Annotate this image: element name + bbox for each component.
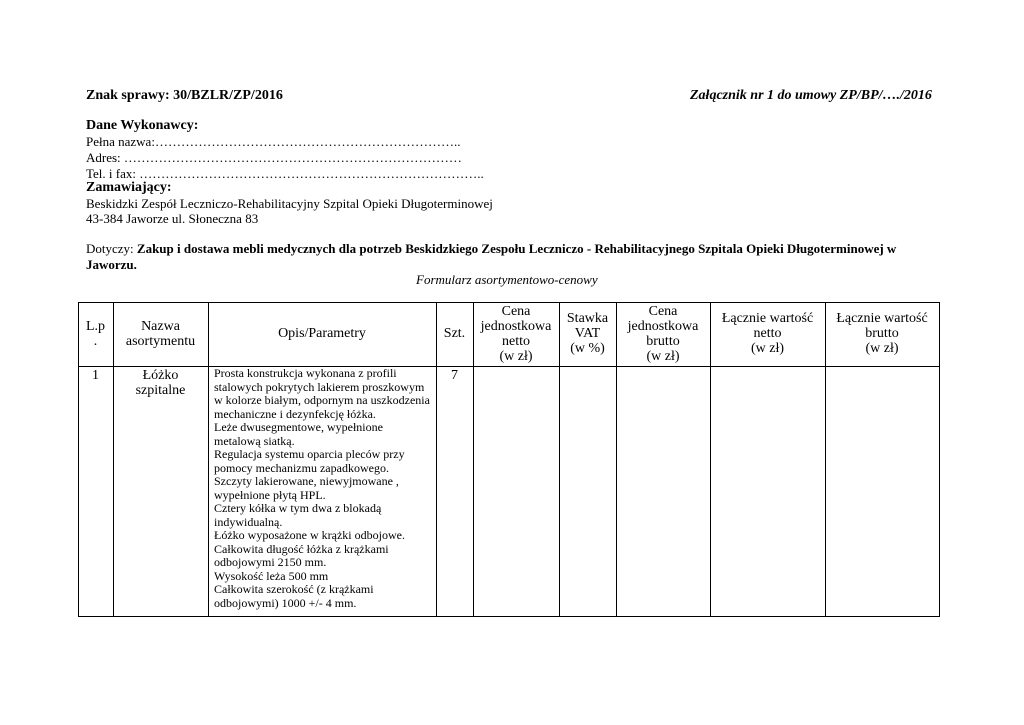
- purchaser-heading: Zamawiający:: [86, 180, 172, 195]
- row-1-lp: 1: [92, 368, 99, 383]
- subject-line: [86, 241, 896, 256]
- attachment-reference: Załącznik nr 1 do umowy ZP/BP/…./2016: [690, 88, 932, 103]
- row-1-description: Prosta konstrukcja wykonana z profili stalowych pokrytych lakierem proszkowym w kolorze białym, odpornym na uszkodzenia mechaniczne i dezynfekcję łóżka. Leże dwusegmentowe, wypełnione metalową siatką. Regulacja systemu oparcia pleców przy pomocy mechanizmu zapadkowego. Szczyty lakierowane, niewyjmowane , wypełnione płytą HPL. Cztery kółka w tym dwa z blokadą indywidualną. Łóżko wyposażone w krążki odbojowe. Całkowita długość łóżka z krążkami odbojowymi 2150 mm. Wysokość leża 500 mm Całkowita szerokość (z krążkami odbojowymi) 1000 +/- 4 mm.: [214, 366, 430, 610]
- assortment-price-table: [78, 302, 940, 617]
- header-total-net: Łącznie wartość netto (w zł): [721, 311, 814, 356]
- header-net-unit-price: Cena jednostkowa netto (w zł): [480, 304, 552, 364]
- header-gross-unit-price: Cena jednostkowa brutto (w zł): [627, 304, 699, 364]
- purchaser-name: Beskidzki Zespół Leczniczo-Rehabilitacyjny Szpital Opieki Długoterminowej: [86, 196, 493, 211]
- purchaser-address: 43-384 Jaworze ul. Słoneczna 83: [86, 211, 259, 226]
- contractor-phone-fax: Tel. i fax: ……………………………………………………………………..: [86, 166, 484, 181]
- header-name: Nazwa asortymentu: [125, 319, 196, 349]
- case-reference: Znak sprawy: 30/BZLR/ZP/2016: [86, 88, 283, 103]
- row-1-name: Łóżko szpitalne: [135, 368, 186, 398]
- header-total-gross: Łącznie wartość brutto (w zł): [836, 311, 928, 356]
- subject-prefix: Dotyczy:: [86, 241, 134, 256]
- form-title: Formularz asortymentowo-cenowy: [416, 272, 598, 287]
- header-lp: L.p .: [85, 319, 106, 349]
- row-1-quantity: 7: [451, 368, 458, 383]
- header-vat-rate: Stawka VAT (w %): [566, 311, 609, 356]
- header-quantity: Szt.: [443, 326, 466, 341]
- subject-text-continued: Jaworzu.: [86, 257, 137, 272]
- contractor-heading: Dane Wykonawcy:: [86, 118, 199, 133]
- header-description: Opis/Parametry: [278, 326, 366, 341]
- contractor-full-name: Pełna nazwa:……………………………………………………………..: [86, 134, 461, 149]
- contractor-address: Adres: ……………………………………………………………………: [86, 150, 462, 165]
- subject-text: Zakup i dostawa mebli medycznych dla potrzeb Beskidzkiego Zespołu Leczniczo - Rehabilitacyjnego Szpitala Opieki Długoterminowej w: [136, 241, 897, 256]
